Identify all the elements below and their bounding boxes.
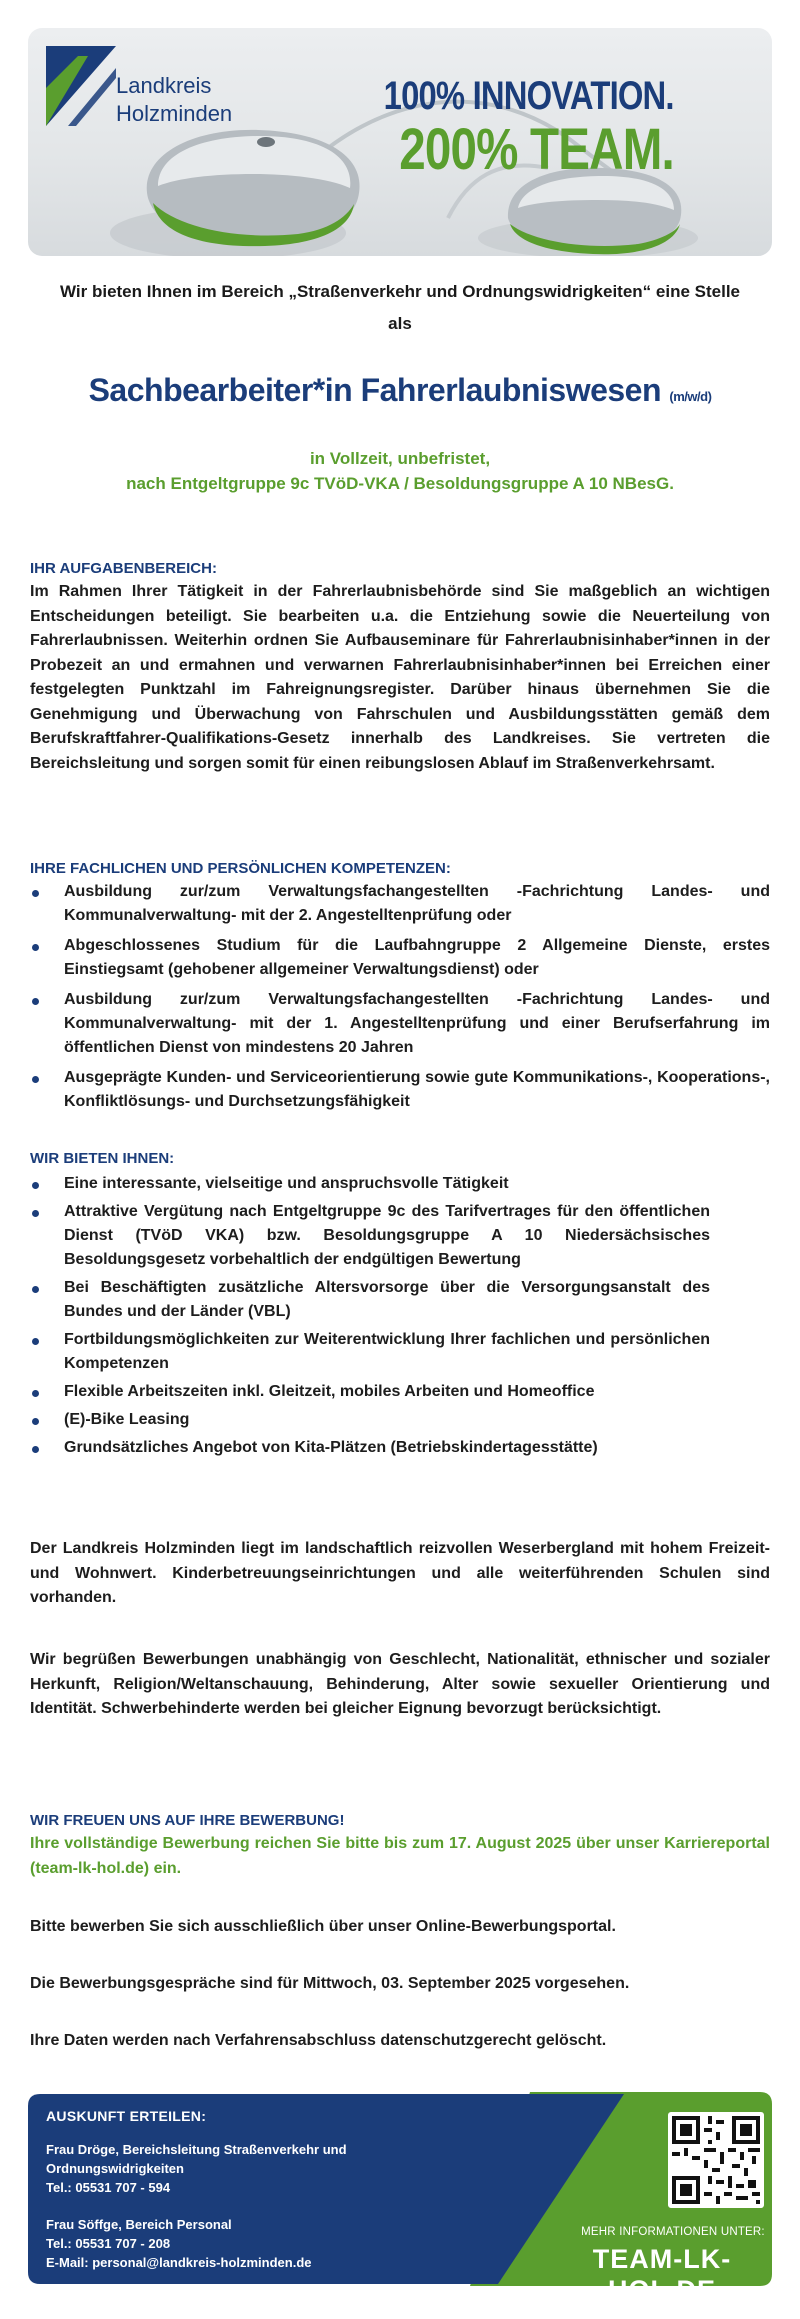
- intro-line-1: Wir bieten Ihnen im Bereich „Straßenverkehr und Ordnungswidrigkeiten“ eine Stelle: [60, 282, 740, 301]
- list-item: [30, 1172, 710, 1196]
- logo-line-1: Landkreis: [116, 73, 212, 98]
- contact-2-name: Frau Söffge, Bereich Personal: [46, 2217, 232, 2232]
- logo-line-2: Holzminden: [116, 101, 233, 126]
- bullet-icon: [32, 998, 39, 1005]
- list-item-text: Ausbildung zur/zum Verwaltungsfachangestellten -Fachrichtung Landes- und Kommunalverwaltung- mit der 1. Angestelltenprüfung und einer Berufserfahrung im öffentlichen Dienst von mindestens 20 Jahren: [64, 991, 770, 1056]
- contact-2-phone: Tel.: 05531 707 - 208: [46, 2236, 171, 2251]
- contact-1-phone: Tel.: 05531 707 - 594: [46, 2180, 171, 2195]
- list-item: [30, 1276, 710, 1324]
- qr-code-icon[interactable]: [668, 2112, 764, 2208]
- interview-date: Die Bewerbungsgespräche sind für Mittwoch, 03. September 2025 vorgesehen.: [30, 1975, 630, 1992]
- list-item-text: Fortbildungsmöglichkeiten zur Weiterentwicklung Ihrer fachlichen und persönlichen Kompetenzen: [64, 1331, 710, 1372]
- tasks-heading: IHR AUFGABENBEREICH:: [30, 560, 217, 577]
- tasks-text: Im Rahmen Ihrer Tätigkeit in der Fahrerlaubnisbehörde sind Sie maßgeblich an wichtigen Entscheidungen beteiligt. Sie bearbeiten u.a. die Entziehung sowie die Neuerteilung von Fahrerlaubnissen. Weiterhin ordnen Sie Aufbauseminare für Fahrerlaubnisinhaber*innen in der Probezeit an und ermahnen und verwarnen Fahrerlaubnisinhaber*innen bei Erreichen einer festgelegten Punktzahl im Fahreignungsregister. Darüber hinaus übernehmen Sie die Genehmigung und Überwachung von Fahrschulen und Ausbildungsstätten gemäß dem Berufskraftfahrer-Qualifikations-Gesetz innerhalb des Landkreises. Sie vertreten die Bereichsleitung und sorgen somit für einen reibungslosen Ablauf im Straßenverkehrsamt.: [30, 583, 770, 772]
- offer-heading: WIR BIETEN IHNEN:: [30, 1150, 175, 1167]
- contact-2-email[interactable]: E-Mail: personal@landkreis-holzminden.de: [46, 2255, 312, 2270]
- landkreis-logo-icon: [46, 46, 116, 126]
- bullet-icon: [32, 944, 39, 951]
- bullet-icon: [32, 890, 39, 897]
- competencies-list: [30, 880, 770, 1120]
- job-title-text: Sachbearbeiter*in Fahrerlaubniswesen: [88, 372, 662, 408]
- slogan-innovation: 100% INNOVATION.: [383, 74, 674, 118]
- slogan-team: 200% TEAM.: [399, 117, 674, 182]
- list-item-text: Eine interessante, vielseitige und anspruchsvolle Tätigkeit: [64, 1175, 509, 1192]
- list-item: [30, 1436, 710, 1460]
- list-item-text: Ausgeprägte Kunden- und Serviceorientierung sowie gute Kommunikations-, Kooperations-, Konfliktlösungs- und Durchsetzungsfähigkeit: [64, 1069, 770, 1110]
- list-item-text: (E)-Bike Leasing: [64, 1411, 190, 1428]
- job-title-suffix: (m/w/d): [669, 389, 712, 404]
- bullet-icon: [32, 1210, 39, 1217]
- logo-text: [116, 72, 232, 128]
- list-item: [30, 988, 770, 1060]
- portal-note: Bitte bewerben Sie sich ausschließlich über unser Online-Bewerbungsportal.: [30, 1918, 616, 1935]
- bullet-icon: [32, 1338, 39, 1345]
- list-item: [30, 1066, 770, 1114]
- list-item-text: Abgeschlossenes Studium für die Laufbahngruppe 2 Allgemeine Dienste, erstes Einstiegsamt (gehobener allgemeiner Verwaltungsdienst) oder: [64, 937, 770, 978]
- list-item: [30, 1380, 710, 1404]
- list-item: [30, 880, 770, 928]
- contact-info: [46, 2108, 446, 2272]
- list-item-text: Flexible Arbeitszeiten inkl. Gleitzeit, mobiles Arbeiten und Homeoffice: [64, 1383, 595, 1400]
- privacy-note: Ihre Daten werden nach Verfahrensabschluss datenschutzgerecht gelöscht.: [30, 2032, 607, 2049]
- list-item-text: Bei Beschäftigten zusätzliche Altersvorsorge über die Versorgungsanstalt des Bundes und der Länder (VBL): [64, 1279, 710, 1320]
- offer-list: [30, 1172, 710, 1464]
- computer-mouse-icon: [110, 130, 360, 256]
- application-heading: WIR FREUEN UNS AUF IHRE BEWERBUNG!: [30, 1812, 345, 1829]
- application-deadline: Ihre vollständige Bewerbung reichen Sie bitte bis zum 17. August 2025 über unser Karriereportal (team-lk-hol.de) ein.: [30, 1835, 770, 1877]
- bullet-icon: [32, 1390, 39, 1397]
- list-item: [30, 1200, 710, 1272]
- bullet-icon: [32, 1418, 39, 1425]
- contact-1-line-2: Ordnungswidrigkeiten: [46, 2161, 184, 2176]
- employment-conditions: [30, 446, 770, 496]
- condition-line-2: nach Entgeltgruppe 9c TVöD-VKA / Besoldungsgruppe A 10 NBesG.: [126, 474, 674, 493]
- list-item-text: Grundsätzliches Angebot von Kita-Plätzen (Betriebskindertagesstätte): [64, 1439, 598, 1456]
- intro-line-2: als: [388, 314, 412, 333]
- list-item-text: Ausbildung zur/zum Verwaltungsfachangestellten -Fachrichtung Landes- und Kommunalverwaltung- mit der 2. Angestelltenprüfung oder: [64, 883, 770, 924]
- list-item: [30, 1328, 710, 1376]
- header-banner: [28, 28, 772, 256]
- job-title: [30, 372, 770, 409]
- bullet-icon: [32, 1446, 39, 1453]
- bullet-icon: [32, 1076, 39, 1083]
- list-item: [30, 1408, 710, 1432]
- bullet-icon: [32, 1286, 39, 1293]
- list-item-text: Attraktive Vergütung nach Entgeltgruppe 9c des Tarifvertrages für den öffentlichen Dienst (TVöD VKA) bzw. Besoldungsgruppe A 10 Niedersächsisches Besoldungsgesetz vorbehaltlich der endgültigen Bewertung: [64, 1203, 710, 1268]
- region-text: Der Landkreis Holzminden liegt im landschaftlich reizvollen Weserbergland mit hohem Freizeit- und Wohnwert. Kinderbetreuungseinrichtungen und alle weiterführenden Schulen sind vorhanden.: [30, 1540, 770, 1606]
- website-link[interactable]: TEAM-LK-HOL.DE: [592, 2244, 732, 2305]
- diversity-text: Wir begrüßen Bewerbungen unabhängig von Geschlecht, Nationalität, ethnischer und sozialer Herkunft, Religion/Weltanschauung, Behinderung, Alter sowie sexueller Orientierung und Identität. Schwerbehinderte werden bei gleicher Eignung bevorzugt berücksichtigt.: [30, 1651, 770, 1717]
- condition-line-1: in Vollzeit, unbefristet,: [309, 449, 491, 468]
- competencies-heading: IHRE FACHLICHEN UND PERSÖNLICHEN KOMPETENZEN:: [30, 860, 451, 877]
- contact-1-line-1: Frau Dröge, Bereichsleitung Straßenverkehr und: [46, 2142, 347, 2157]
- bullet-icon: [32, 1182, 39, 1189]
- list-item: [30, 934, 770, 982]
- more-info-label: MEHR INFORMATIONEN UNTER:: [581, 2226, 765, 2238]
- contact-heading: AUSKUNFT ERTEILEN:: [46, 2108, 207, 2124]
